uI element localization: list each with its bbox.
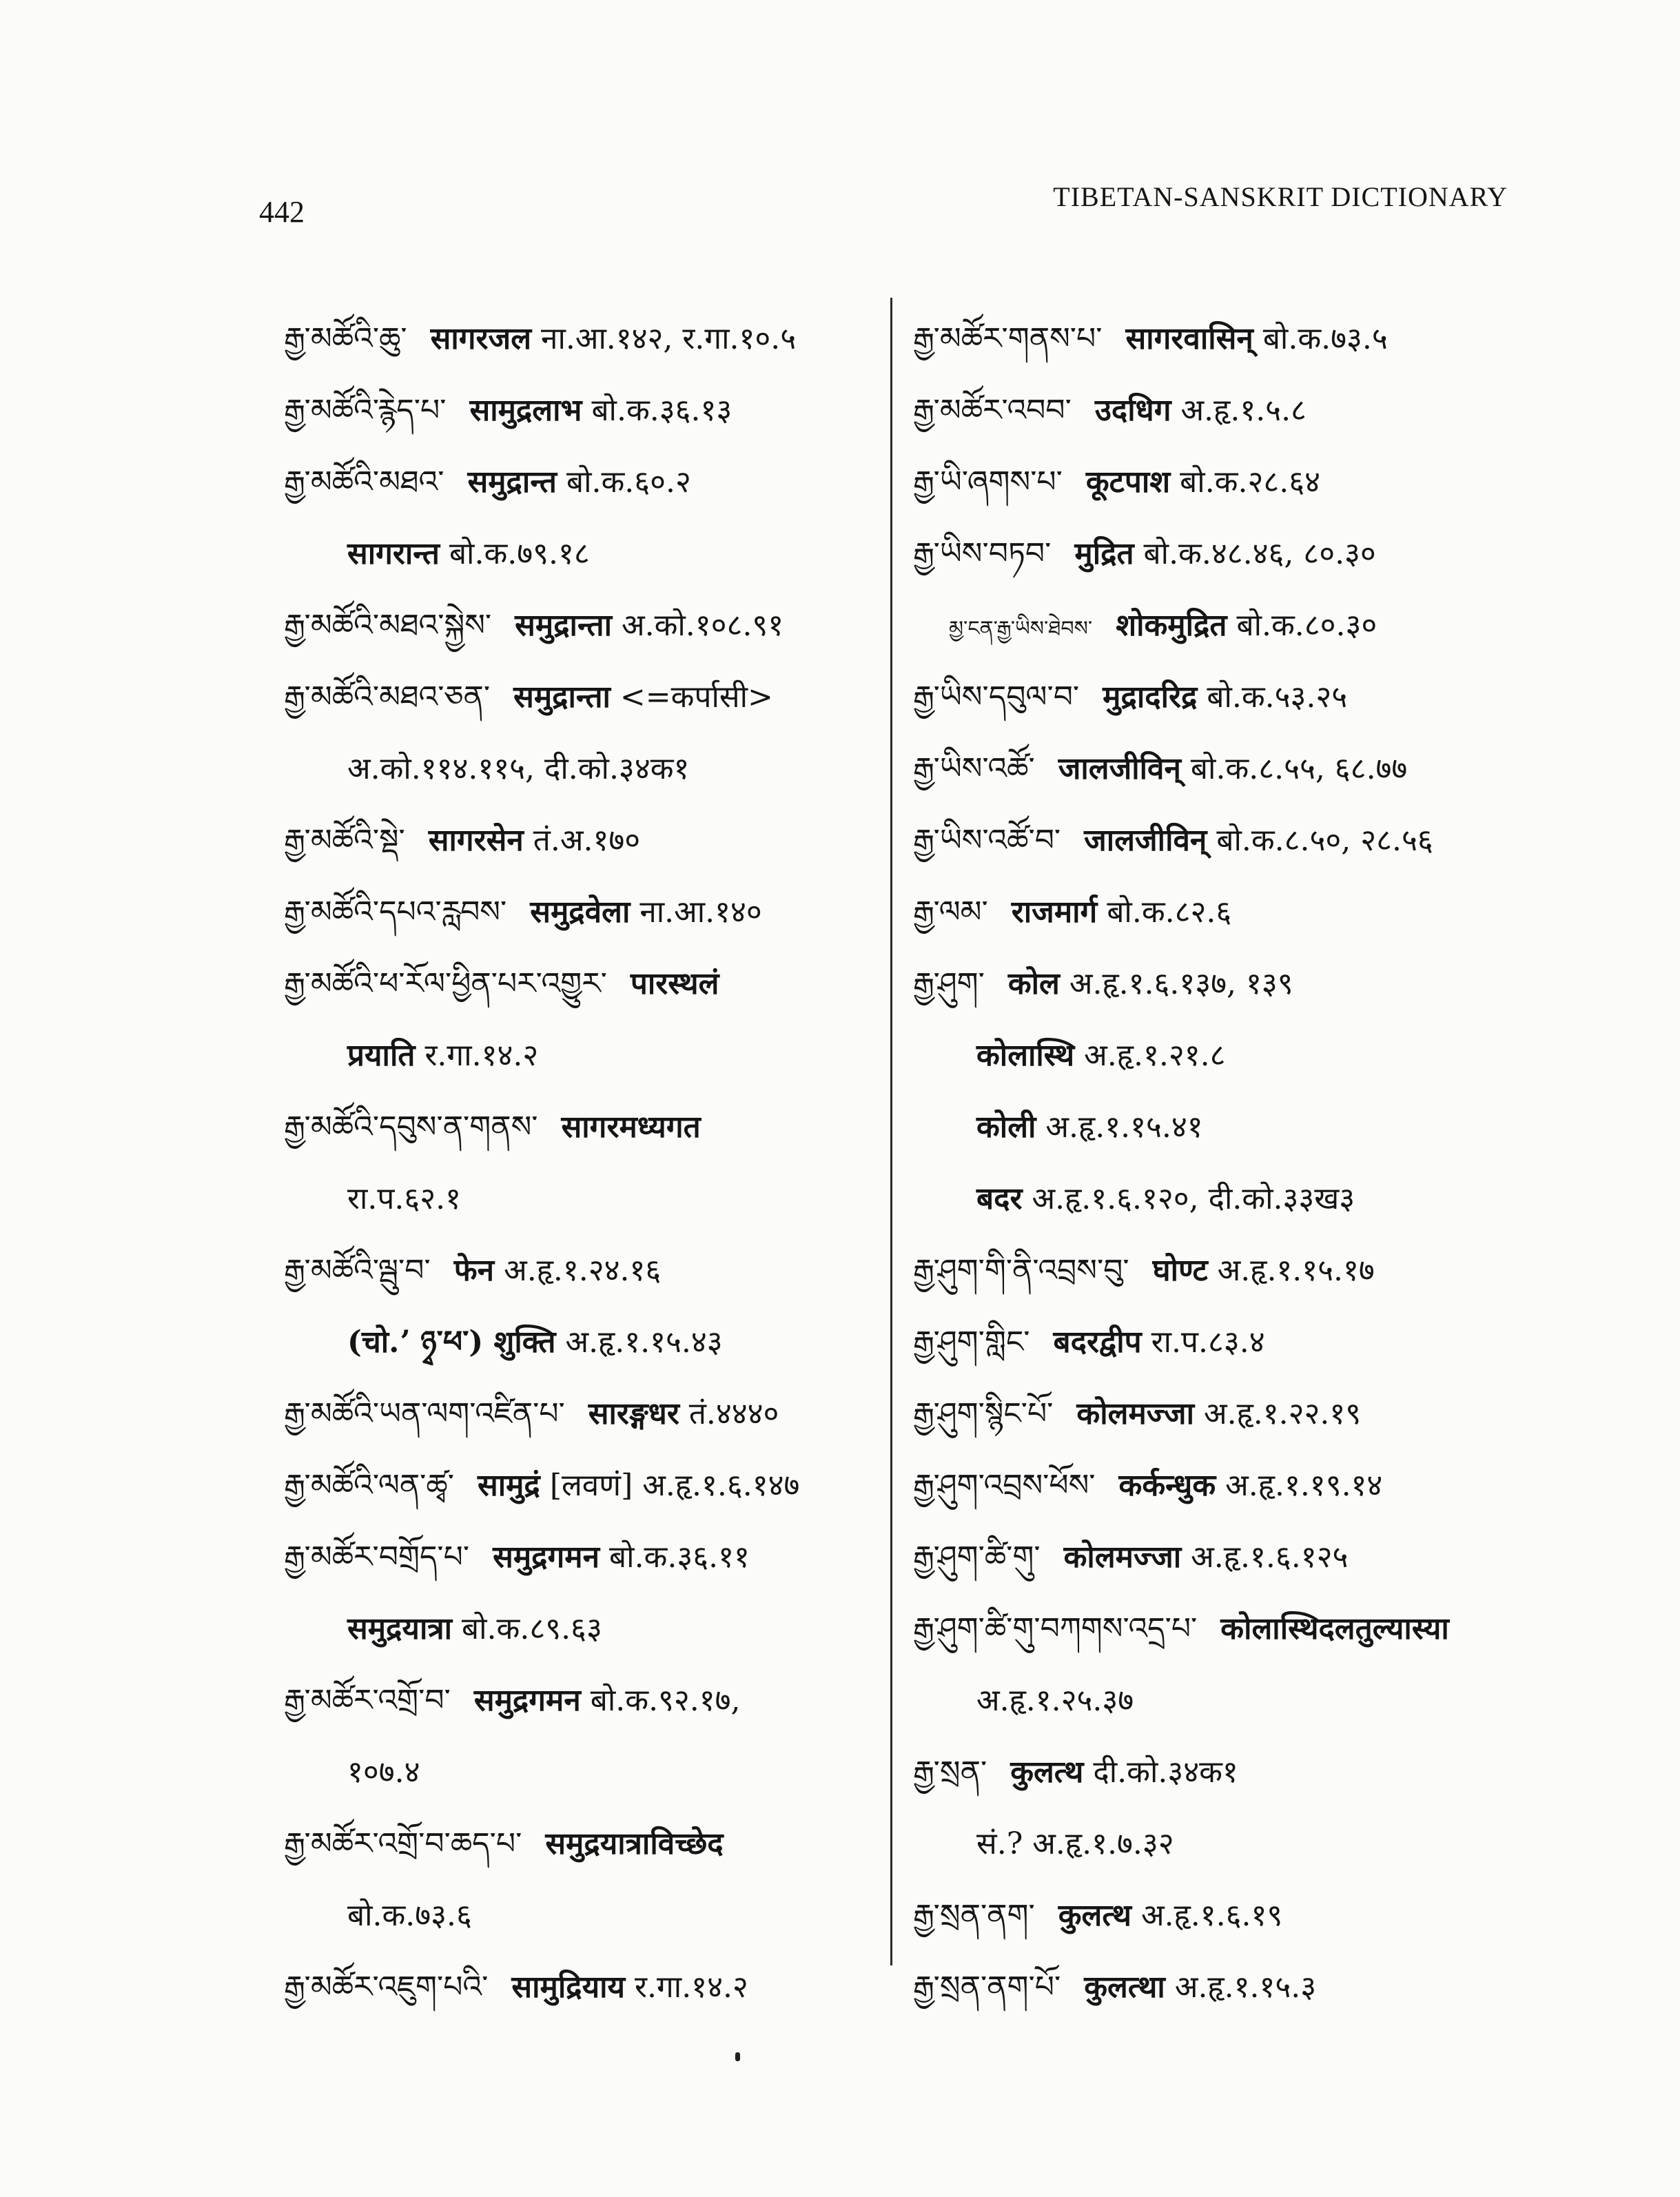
tibetan-headword: རྒྱ་ལམ་: [913, 895, 988, 930]
source-reference: [लवणं] अ.हृ.१.६.१४७: [549, 1468, 800, 1503]
entry-continuation: [284, 1020, 799, 1092]
dictionary-entry: [913, 1450, 1449, 1522]
sanskrit-equivalent: मुद्रादरिद्र: [1103, 679, 1198, 715]
source-reference: अ.हृ.१.२२.१९: [1203, 1396, 1362, 1431]
dictionary-entry: [913, 1737, 1449, 1808]
dictionary-entry: [913, 805, 1449, 877]
dictionary-entry: [284, 662, 799, 733]
sanskrit-equivalent: सारङ्गधर: [588, 1396, 679, 1431]
dictionary-entry: [913, 733, 1449, 805]
source-reference: बो.क.३६.११: [609, 1540, 750, 1575]
source-reference: बो.क.४८.४६, ८०.३०: [1143, 536, 1376, 571]
source-reference: अ.हृ.१.६.१२५: [1191, 1540, 1349, 1575]
entry-continuation: [284, 1737, 799, 1808]
sanskrit-equivalent: कर्कन्धुक: [1118, 1468, 1216, 1503]
entry-continuation: [913, 1665, 1449, 1737]
source-reference: अ.हृ.१.१५.४१: [1045, 1110, 1203, 1145]
sanskrit-equivalent: सागरजल: [430, 321, 532, 356]
sanskrit-equivalent: प्रयाति: [347, 1038, 416, 1073]
source-reference: ना.आ.१४०: [639, 895, 762, 930]
sanskrit-equivalent: समुद्रगमन: [473, 1683, 581, 1718]
source-reference: तं.अ.१७०: [533, 823, 641, 858]
source-reference: सं.? अ.हृ.१.७.३२: [976, 1826, 1174, 1861]
sanskrit-equivalent: सामुद्रलाभ: [469, 393, 582, 428]
sanskrit-equivalent: बदर: [976, 1181, 1023, 1216]
source-reference: ना.आ.१४२, र.गा.१०.५: [541, 321, 797, 356]
sanskrit-equivalent: कोलास्थिदलतुल्यास्या: [1220, 1611, 1449, 1646]
tibetan-headword: རྒྱ་ཡིས་དབུལ་བ་: [913, 679, 1080, 715]
column-divider: [890, 298, 892, 1965]
dictionary-entry: [913, 1880, 1449, 1952]
tibetan-headword: རྒྱ་མཚོའི་ལན་ཚྭ་: [284, 1468, 454, 1503]
tibetan-headword: རྒྱ་མཚོའི་ལྦུ་བ་: [284, 1253, 431, 1288]
sanskrit-equivalent: कोली: [976, 1110, 1036, 1145]
dictionary-entry: [913, 518, 1449, 590]
source-reference: र.गा.१४.२: [424, 1038, 539, 1073]
right-column: [913, 303, 1449, 2023]
source-reference: बो.क.७३.६: [347, 1898, 472, 1933]
source-reference: बो.क.५३.२५: [1207, 679, 1348, 715]
tibetan-headword: རྒྱ་ཡི་ཞགས་པ་: [913, 464, 1063, 500]
sanskrit-equivalent: समुद्रान्ता: [515, 608, 612, 643]
dictionary-entry: [284, 303, 799, 375]
tibetan-headword: རྒྱ་ཡིས་འཚོ་བ་: [913, 823, 1061, 858]
source-reference: अ.हृ.१.६.१२०, दी.को.३३ख३: [1032, 1181, 1355, 1216]
source-reference: बो.क.७३.५: [1262, 321, 1388, 356]
source-reference: १०७.४: [347, 1755, 420, 1790]
source-reference: अ.हृ.१.१५.१७: [1217, 1253, 1375, 1288]
sanskrit-equivalent: सागरवासिन्: [1125, 321, 1253, 356]
source-reference: बो.क.२८.६४: [1180, 464, 1320, 500]
tibetan-headword: རྒྱ་མཚོའི་མཐའ་སྐྱེས་: [284, 608, 492, 643]
source-reference: तं.४४४०: [688, 1396, 779, 1431]
sanskrit-equivalent: शोकमुद्रित: [1116, 608, 1227, 643]
entry-continuation: [284, 1880, 799, 1952]
page-number: 442: [259, 195, 305, 229]
sanskrit-equivalent: जालजीविन्: [1058, 751, 1181, 786]
left-column: [284, 303, 799, 2023]
tibetan-headword: རྒྱ་མཚོའི་མཐའ་: [284, 464, 444, 500]
sanskrit-equivalent: उदधिग: [1094, 393, 1171, 428]
source-reference: अ.हृ.१.६.१३७, १३९: [1069, 966, 1293, 1001]
tibetan-headword: རྒྱ་མཚོར་གནས་པ་: [913, 321, 1103, 356]
source-reference: रा.प.८३.४: [1151, 1325, 1265, 1360]
dictionary-entry: [913, 662, 1449, 733]
source-reference: अ.को.११४.११५, दी.को.३४क१: [347, 751, 690, 786]
tibetan-headword: རྒྱ་མཚོར་བགྲོད་པ་: [284, 1540, 470, 1575]
source-reference: अ.हृ.१.२५.३७: [976, 1683, 1134, 1718]
dictionary-entry: [913, 590, 1449, 662]
entry-continuation: [913, 1020, 1449, 1092]
dictionary-entry: [284, 1450, 799, 1522]
tibetan-headword: རྒྱ་མཚོར་འཇུག་པའི་: [284, 1970, 489, 2005]
tibetan-headword: རྒྱ་སྲན་: [913, 1755, 987, 1790]
tibetan-headword: རྒྱ་མཚོའི་སྡེ་: [284, 823, 405, 858]
sanskrit-equivalent: सागरसेन: [428, 823, 524, 858]
source-reference: बो.क.८.५५, ६८.७७: [1190, 751, 1408, 786]
sanskrit-equivalent: समुद्रवेला: [530, 895, 631, 930]
tibetan-headword: རྒྱ་ཤུག་འབྲས་ཕོས་: [913, 1468, 1096, 1503]
dictionary-entry: [913, 1235, 1449, 1307]
source-reference: अ.हृ.१.५.८: [1180, 393, 1307, 428]
source-reference: अ.हृ.१.२१.८: [1084, 1038, 1226, 1073]
entry-continuation: [913, 1808, 1449, 1880]
source-reference: अ.को.१०८.९१: [621, 608, 784, 643]
entry-continuation: [913, 1163, 1449, 1235]
dictionary-entry: [284, 877, 799, 948]
dictionary-entry: [913, 447, 1449, 518]
dictionary-entry: [284, 1092, 799, 1163]
entry-continuation: [284, 1307, 799, 1378]
page-mark: [735, 2052, 740, 2061]
source-reference: बो.क.७९.१८: [449, 536, 590, 571]
entry-continuation: [284, 1163, 799, 1235]
entry-continuation: [284, 518, 799, 590]
tibetan-headword: རྒྱ་མཚོའི་མཐའ་ཅན་: [284, 679, 491, 715]
tibetan-headword: རྒྱ་མཚོའི་ཆུ་: [284, 321, 407, 356]
source-reference: अ.हृ.१.२४.१६: [504, 1253, 662, 1288]
sanskrit-equivalent: कोलमज्जा: [1076, 1396, 1194, 1431]
tibetan-headword: རྒྱ་ཤུག་སྙིང་པོ་: [913, 1396, 1054, 1431]
dictionary-entry: [284, 1378, 799, 1450]
tibetan-headword: རྒྱ་ཤུག་: [913, 966, 985, 1001]
sanskrit-equivalent: घोण्ट: [1152, 1253, 1208, 1288]
tibetan-headword: རྒྱ་མཚོར་འགྲོ་བ་: [284, 1683, 451, 1718]
dictionary-entry: [913, 1378, 1449, 1450]
dictionary-entry: [284, 1952, 799, 2023]
tibetan-headword: རྒྱ་མཚོའི་ཡན་ལག་འཛིན་པ་: [284, 1396, 565, 1431]
tibetan-headword: རྒྱ་མཚོའི་དབུས་ན་གནས་: [284, 1110, 538, 1145]
entry-continuation: [284, 733, 799, 805]
sanskrit-equivalent: समुद्रान्ता: [513, 679, 611, 715]
dictionary-entry: [913, 303, 1449, 375]
source-reference: बो.क.८.५०, २८.५६: [1216, 823, 1433, 858]
source-reference: बो.क.८२.६: [1107, 895, 1232, 930]
tibetan-headword: རྒྱ་ཤུག་གླིང་: [913, 1325, 1030, 1360]
dictionary-entry: [913, 1593, 1449, 1665]
running-head: TIBETAN-SANSKRIT DICTIONARY: [1053, 181, 1508, 212]
tibetan-headword: རྒྱ་ཤུག་གི་ནི་འབྲས་བུ་: [913, 1253, 1129, 1288]
sanskrit-equivalent: समुद्रान्त: [467, 464, 557, 500]
sanskrit-equivalent: समुद्रयात्रा: [347, 1611, 453, 1646]
source-reference: रा.प.६२.१: [347, 1181, 461, 1216]
tibetan-headword: རྒྱ་སྲན་ནག་: [913, 1898, 1035, 1933]
dictionary-entry: [284, 948, 799, 1020]
sanskrit-equivalent: कोलमज्जा: [1063, 1540, 1182, 1575]
sanskrit-equivalent: पारस्थलं: [630, 966, 719, 1001]
sanskrit-equivalent: मुद्रित: [1074, 536, 1134, 571]
sanskrit-equivalent: समुद्रयात्राविच्छेद: [545, 1826, 724, 1861]
tibetan-headword: རྒྱ་མཚོའི་རྙེད་པ་: [284, 393, 447, 428]
tibetan-headword: རྒྱ་མཚོའི་ཕ་རོལ་ཕྱིན་པར་འགྱུར་: [284, 966, 607, 1001]
dictionary-entry: [913, 877, 1449, 948]
dictionary-entry: [284, 1808, 799, 1880]
sanskrit-equivalent: कोलास्थि: [976, 1038, 1075, 1073]
sanskrit-equivalent: सागरमध्यगत: [561, 1110, 701, 1145]
dictionary-entry: [284, 1235, 799, 1307]
tibetan-headword: རྒྱ་ཡིས་བཏབ་: [913, 536, 1052, 571]
sanskrit-equivalent: जालजीविन्: [1084, 823, 1207, 858]
source-reference: अ.हृ.१.१९.१४: [1225, 1468, 1383, 1503]
dictionary-entry: [913, 948, 1449, 1020]
sanskrit-equivalent: बदरद्वीप: [1053, 1325, 1142, 1360]
tibetan-headword: རྒྱ་མཚོར་འབབ་: [913, 393, 1072, 428]
tibetan-headword: མྱ་ངན་རྒྱ་ཡིས་ཐེབས་: [949, 617, 1093, 641]
sanskrit-equivalent: कुलत्थ: [1058, 1898, 1131, 1933]
sanskrit-equivalent: कुलत्था: [1084, 1970, 1165, 2005]
dictionary-entry: [284, 447, 799, 518]
dictionary-entry: [913, 1522, 1449, 1593]
dictionary-entry: [284, 1522, 799, 1593]
sanskrit-equivalent: राजमार्ग: [1011, 895, 1098, 930]
dictionary-entry: [284, 1665, 799, 1737]
sanskrit-equivalent: (चो.ʼ ཉྭ་ཕ་) शुक्ति: [347, 1325, 556, 1360]
dictionary-entry: [913, 375, 1449, 447]
source-reference: बो.क.६०.२: [566, 464, 691, 500]
dictionary-entry: [913, 1307, 1449, 1378]
entry-continuation: [284, 1593, 799, 1665]
sanskrit-equivalent: फेन: [453, 1253, 495, 1288]
sanskrit-equivalent: समुद्रगमन: [493, 1540, 600, 1575]
sanskrit-equivalent: कुलत्थ: [1010, 1755, 1084, 1790]
tibetan-headword: རྒྱ་ཡིས་འཚོ་: [913, 751, 1035, 786]
sanskrit-equivalent: कोल: [1007, 966, 1060, 1001]
source-reference: अ.हृ.१.१५.४३: [565, 1325, 723, 1360]
source-reference: बो.क.८९.६३: [462, 1611, 602, 1646]
sanskrit-equivalent: कूटपाश: [1085, 464, 1171, 500]
dictionary-entry: [284, 375, 799, 447]
source-reference: र.गा.१४.२: [635, 1970, 748, 2005]
dictionary-entry: [284, 590, 799, 662]
sanskrit-equivalent: सामुद्रियाय: [511, 1970, 626, 2005]
source-reference: अ.हृ.१.६.१९: [1140, 1898, 1283, 1933]
sanskrit-equivalent: सागरान्त: [347, 536, 440, 571]
source-reference: बो.क.३६.१३: [591, 393, 733, 428]
source-reference: अ.हृ.१.१५.३: [1174, 1970, 1317, 2005]
source-reference: बो.क.९२.१७,: [590, 1683, 741, 1718]
source-reference: बो.क.८०.३०: [1236, 608, 1377, 643]
tibetan-headword: རྒྱ་ཤུག་ཚི་གུ་བཀགས་འདྲ་པ་: [913, 1611, 1198, 1646]
tibetan-headword: རྒྱ་མཚོའི་དཔའ་རླབས་: [284, 895, 507, 930]
dictionary-entry: [913, 1952, 1449, 2023]
dictionary-entry: [284, 805, 799, 877]
source-reference: <=कर्पासी>: [619, 679, 773, 715]
tibetan-headword: རྒྱ་སྲན་ནག་པོ་: [913, 1970, 1061, 2005]
source-reference: दी.को.३४क१: [1093, 1755, 1238, 1790]
entry-continuation: [913, 1092, 1449, 1163]
tibetan-headword: རྒྱ་མཚོར་འགྲོ་བ་ཆད་པ་: [284, 1826, 522, 1861]
sanskrit-equivalent: सामुद्रं: [477, 1468, 540, 1503]
tibetan-headword: རྒྱ་ཤུག་ཚི་གུ་: [913, 1540, 1041, 1575]
